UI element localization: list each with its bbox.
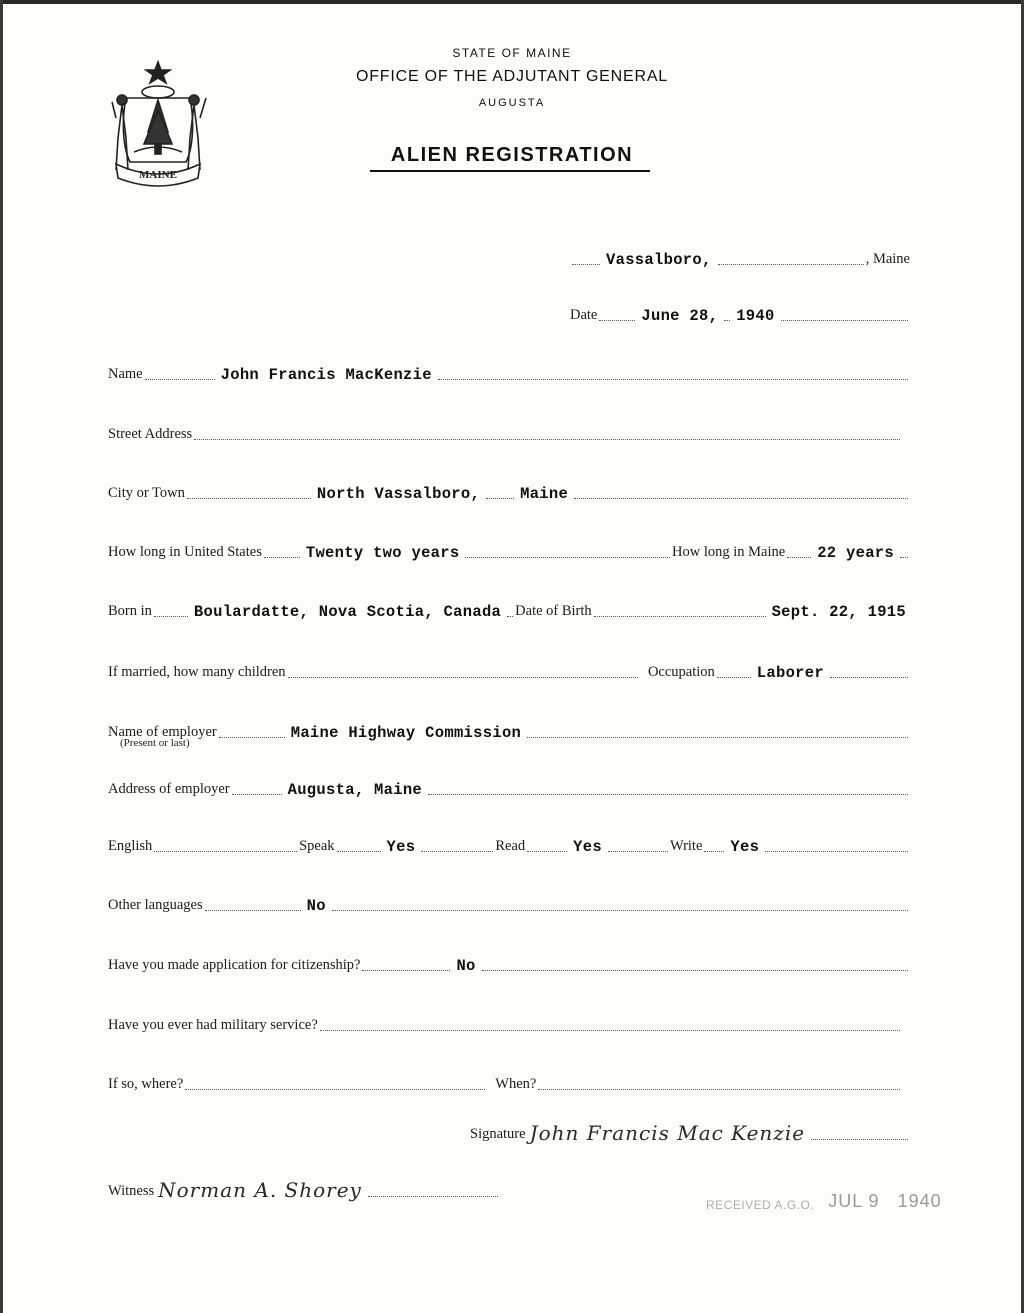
citizenship-label: Have you made application for citizenship? [108, 957, 361, 973]
military-label: Have you ever had military service? [108, 1017, 318, 1033]
citizenship-row [108, 951, 910, 975]
page-title: ALIEN REGISTRATION [390, 144, 634, 166]
stamp-date: JUL 9 [828, 1191, 880, 1211]
children-label: If married, how many children [108, 664, 286, 680]
date-label: Date [570, 307, 598, 323]
military-row [108, 1011, 910, 1035]
witness-row [108, 1177, 500, 1201]
born-row [108, 597, 910, 621]
where-label: If so, where? [108, 1076, 184, 1092]
date-year[interactable]: 1940 [736, 307, 775, 325]
svg-text:MAINE: MAINE [139, 169, 177, 181]
dob-label: Date of Birth [515, 603, 592, 619]
how-long-maine-field[interactable]: 22 years [817, 544, 894, 562]
scan-edge-left [0, 0, 3, 1313]
where-when-row [108, 1070, 910, 1094]
occupation-field[interactable]: Laborer [756, 664, 824, 682]
speak-field[interactable]: Yes [386, 838, 416, 856]
city-field[interactable]: North Vassalboro, [316, 485, 481, 503]
employer-address-field[interactable]: Augusta, Maine [287, 781, 423, 799]
header-office: OFFICE OF THE ADJUTANT GENERAL [355, 68, 669, 85]
citizenship-field[interactable]: No [456, 957, 476, 975]
write-field[interactable]: Yes [730, 838, 760, 856]
scan-edge-top [0, 0, 1024, 4]
place-value[interactable]: Vassalboro, [606, 251, 712, 269]
signature-label: Signature [470, 1126, 526, 1142]
employer-sublabel: (Present or last) [120, 737, 190, 749]
children-row [108, 658, 910, 682]
employer-address-row [108, 775, 910, 799]
name-label: Name [108, 366, 143, 382]
english-label: English [108, 838, 153, 854]
city-state[interactable]: Maine [520, 485, 569, 503]
header-city: AUGUSTA [478, 97, 546, 109]
signature-field[interactable]: John Francis Mac Kenzie [529, 1121, 806, 1145]
stamp-year: 1940 [897, 1191, 942, 1211]
received-stamp [706, 1191, 942, 1212]
when-label: When? [495, 1076, 537, 1092]
name-row [108, 360, 910, 384]
city-label: City or Town [108, 485, 185, 501]
write-label: Write [669, 838, 703, 854]
title-underline [370, 170, 650, 172]
other-languages-label: Other languages [108, 897, 203, 913]
english-row [108, 832, 910, 856]
date-row [570, 301, 910, 325]
witness-label: Witness [108, 1183, 155, 1199]
how-long-row [108, 538, 910, 562]
name-field[interactable]: John Francis MacKenzie [220, 366, 432, 384]
employer-address-label: Address of employer [108, 781, 230, 797]
born-label: Born in [108, 603, 152, 619]
place-row [570, 245, 910, 269]
speak-label: Speak [299, 838, 335, 854]
street-label: Street Address [108, 426, 193, 442]
occupation-label: Occupation [647, 664, 715, 680]
how-long-us-field[interactable]: Twenty two years [305, 544, 460, 562]
how-long-maine-label: How long in Maine [672, 544, 786, 560]
born-field[interactable]: Boulardatte, Nova Scotia, Canada [193, 603, 502, 621]
how-long-us-label: How long in United States [108, 544, 262, 560]
other-languages-row [108, 891, 910, 915]
signature-row [470, 1120, 910, 1144]
read-label: Read [495, 838, 526, 854]
street-row [108, 420, 910, 444]
place-suffix: , Maine [865, 251, 910, 267]
header-state: STATE OF MAINE [452, 46, 572, 60]
witness-field[interactable]: Norman A. Shorey [158, 1178, 362, 1202]
employer-field[interactable]: Maine Highway Commission [290, 724, 522, 742]
stamp-received: RECEIVED A.G.O. [706, 1198, 815, 1212]
dob-field[interactable]: Sept. 22, 1915 [771, 603, 906, 621]
city-row [108, 479, 910, 503]
date-month-day[interactable]: June 28, [641, 307, 719, 325]
other-languages-field[interactable]: No [306, 897, 326, 915]
read-field[interactable]: Yes [573, 838, 602, 856]
employer-row [108, 718, 910, 742]
employer-label: Name of employer [108, 724, 217, 740]
